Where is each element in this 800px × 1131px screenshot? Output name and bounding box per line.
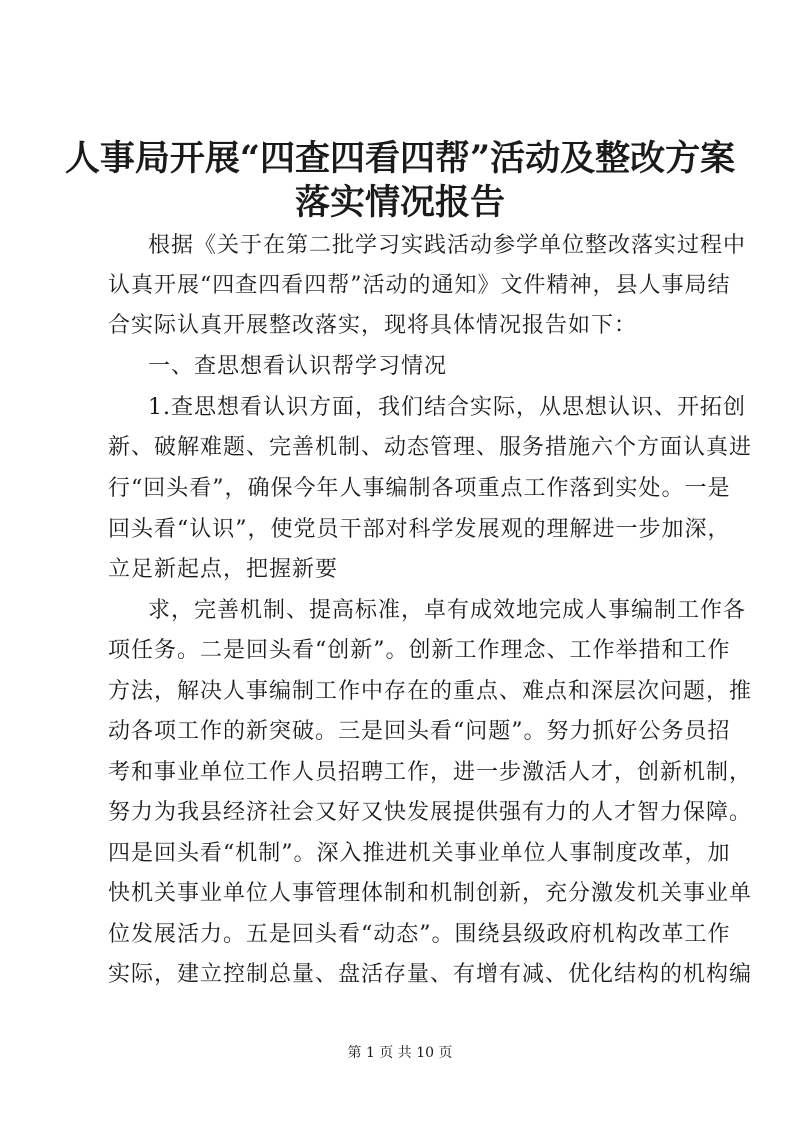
body-line: 方法，解决人事编制工作中存在的重点、难点和深层次问题，推 (108, 679, 753, 704)
body-line: 考和事业单位工作人员招聘工作，进一步激活人才，创新机制， (108, 760, 753, 785)
body-line: 认真开展“四查四看四帮”活动的通知》文件精神，县人事局结 (108, 273, 731, 298)
body-line: 行“回头看”，确保今年人事编制各项重点工作落到实处。一是 (108, 476, 731, 501)
body-line: 努力为我县经济社会又好又快发展提供强有力的人才智力保障。 (108, 800, 753, 825)
body-line: 根据《关于在第二批学习实践活动参学单位整改落实过程中 (148, 233, 747, 258)
page-footer: 第 1 页 共 10 页 (347, 1045, 453, 1061)
body-line: 快机关事业单位人事管理体制和机制创新，充分激发机关事业单 (108, 881, 753, 906)
body-line: 动各项工作的新突破。三是回头看“问题”。努力抓好公务员招 (108, 719, 731, 744)
document-title-line-1: 人事局开展“四查四看四帮”活动及整改方案 (64, 138, 736, 179)
section-heading: 一、查思想看认识帮学习情况 (148, 354, 448, 379)
body-line: 新、破解难题、完善机制、动态管理、服务措施六个方面认真进 (108, 435, 753, 460)
body-line: 合实际认真开展整改落实，现将具体情况报告如下： (108, 313, 638, 338)
body-line: 四是回头看“机制”。深入推进机关事业单位人事制度改革，加 (108, 841, 731, 866)
body-line: 立足新起点，把握新要 (108, 557, 339, 582)
document-title-line-2: 落实情况报告 (294, 182, 505, 223)
body-line: 实际，建立控制总量、盘活存量、有增有减、优化结构的机构编 (108, 962, 753, 987)
body-line: 求，完善机制、提高标准，卓有成效地完成人事编制工作各 (148, 598, 747, 623)
body-line: 1.查思想看认识方面，我们结合实际，从思想认识、开拓创 (148, 395, 746, 420)
body-line: 回头看“认识”，使党员干部对科学发展观的理解进一步加深， (108, 517, 731, 542)
body-line: 项任务。二是回头看“创新”。创新工作理念、工作举措和工作 (108, 638, 731, 663)
body-line: 位发展活力。五是回头看“动态”。围绕县级政府机构改革工作 (108, 922, 731, 947)
